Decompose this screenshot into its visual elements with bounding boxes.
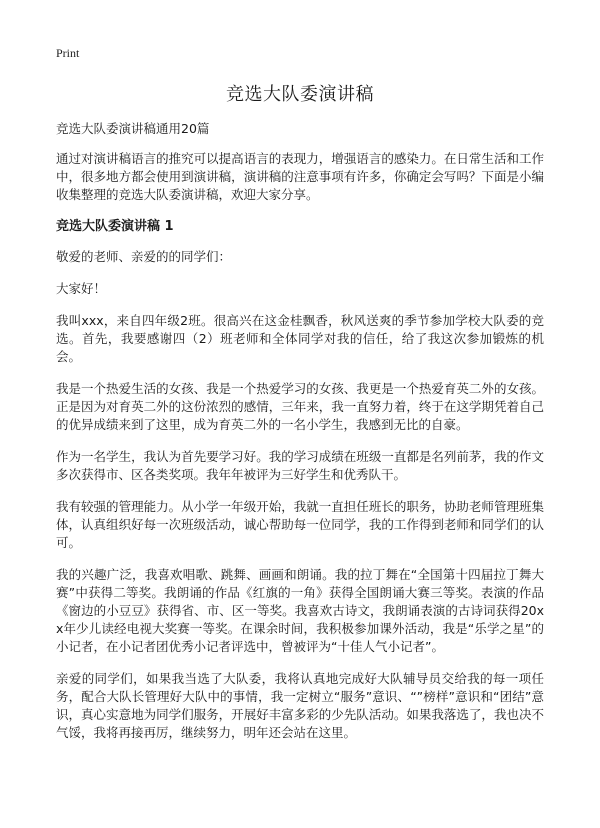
document-body (56, 120, 544, 756)
greeting-paragraph: 大家好！ (56, 281, 107, 296)
body-paragraph: 亲爱的同学们，如果我当选了大队委，我将认真地完成好大队辅导员交给我的每一项任务，配合大队长管理好大队中的事情，我一定树立“服务”意识、“”榜样”意识和“团结”意识，真心实意地为同学们服务，开展好丰富多彩的少先队活动。如果我落选了，我也决不气馁，我将再接再厉，继续努力，明年还会站在这里。 (56, 671, 544, 740)
body-paragraph: 作为一名学生，我认为首先要学习好。我的学习成绩在班级一直都是名列前茅，我的作文多次获得市、区各类奖项。我年年被评为三好学生和优秀队干。 (56, 449, 544, 482)
body-paragraph: 我叫xxx，来自四年级2班。很高兴在这金桂飘香，秋风送爽的季节参加学校大队委的竞选。首先，我要感谢四（2）班老师和全体同学对我的信任，给了我这次参加锻炼的机会。 (56, 313, 544, 364)
intro-paragraph: 通过对演讲稿语言的推究可以提高语言的表现力，增强语言的感染力。在日常生活和工作中，很多地方都会使用到演讲稿，演讲稿的注意事项有许多，你确定会写吗？下面是小编收集整理的竞选大队委演讲稿，欢迎大家分享。 (56, 151, 544, 202)
body-paragraph: 我有较强的管理能力。从小学一年级开始，我就一直担任班长的职务，协助老师管理班集体，认真组织好每一次班级活动，诚心帮助每一位同学，我的工作得到老师和同学们的认可。 (56, 499, 544, 550)
document-subtitle: 竞选大队委演讲稿通用20篇 (56, 121, 210, 136)
body-paragraph: 我的兴趣广泛，我喜欢唱歌、跳舞、画画和朗诵。我的拉丁舞在“全国第十四届拉丁舞大赛”中获得二等奖。我朗诵的作品《红旗的一角》获得全国朗诵大赛三等奖。表演的作品《窗边的小豆豆》获得省、市、区一等奖。我喜欢古诗文，我朗诵表演的古诗词获得20xx年少儿读经电视大奖赛一等奖。在课余时间，我积极参加课外活动，我是“乐学之星”的小记者，在小记者团优秀小记者评选中，曾被评为“十佳人气小记者”。 (56, 567, 544, 654)
document-title: 竞选大队委演讲稿 (226, 84, 374, 105)
print-link[interactable]: Print (56, 46, 80, 60)
body-paragraph: 我是一个热爱生活的女孩、我是一个热爱学习的女孩、我更是一个热爱育英二外的女孩。正是因为对育英二外的这份浓烈的感情，三年来，我一直努力着，终于在这学期凭着自己的优异成绩来到了这里，成为育英二外的一名小学生，我感到无比的自豪。 (56, 381, 544, 432)
salutation-paragraph: 敬爱的老师、亲爱的的同学们： (56, 249, 232, 264)
section-heading: 竞选大队委演讲稿 1 (56, 219, 174, 234)
